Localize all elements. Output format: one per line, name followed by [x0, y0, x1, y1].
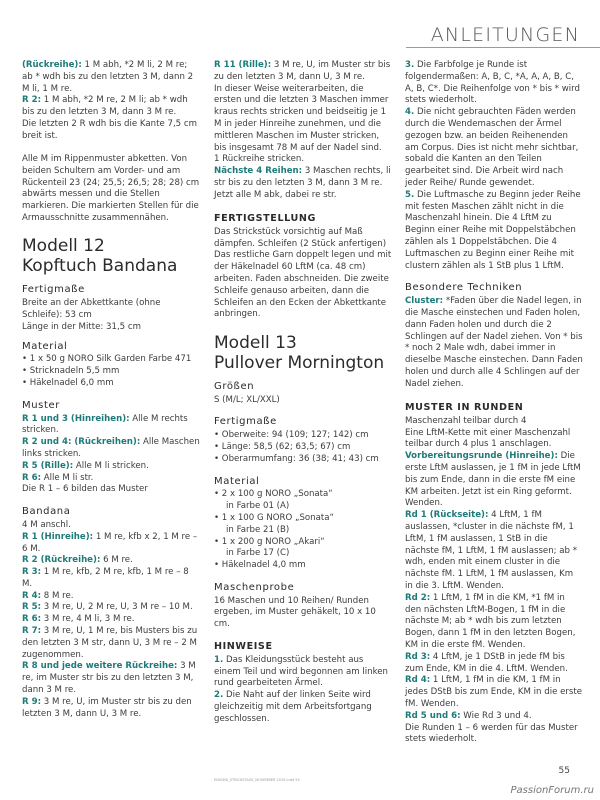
- model-heading: [214, 333, 392, 373]
- header-rule: [406, 47, 600, 48]
- page-number: 55: [558, 766, 570, 776]
- subheading: Besondere Techniken: [405, 282, 523, 294]
- subheading: Bandana: [22, 506, 71, 518]
- list-item: • Länge: 58,5 (62; 63,5; 67) cm: [214, 441, 351, 452]
- text-line: [22, 473, 200, 485]
- text-line: [22, 626, 200, 661]
- text-line: Jetzt alle M abk, dabei re str.: [214, 189, 337, 200]
- subheading: Größen: [214, 380, 255, 392]
- row-label: R 11 (Rille):: [214, 60, 272, 70]
- row-label: Cluster:: [405, 296, 444, 307]
- row-label: Nächste 4 Reihen:: [214, 166, 303, 177]
- subheading: FERTIGSTELLUNG: [214, 213, 317, 225]
- text-line: Breite an der Abkettkante (ohne Schleife): 53 cm: [22, 298, 161, 320]
- row-text: Die Luftmasche zu Beginn jeder Reihe mit festen Maschen zählt nicht in die Maschenzahl hinein. Die 4 LftM zu Beginn einer Reihe mit Doppelstäbchen zählen als 1 Doppelstäbchen. Die 4 Luftmaschen zu Beginn einer Reihe mit clustern zählen als 1 StB plus 1 LftM.: [405, 189, 581, 271]
- row-text: 3 M re, U, 1 M re, bis Musters bis zu den letzten 3 M str, dann U, 3 M re – 2 M zugenommen.: [22, 626, 198, 660]
- text-line: Das Strickstück vorsichtig auf Maß dämpfen. Schleifen (2 Stück anfertigen): [214, 226, 387, 249]
- row-text: Wie Rd 3 und 4.: [460, 710, 532, 721]
- row-text: 1 LftM, 1 fM in die KM, 1 fM in jedes DStB bis zum Ende, KM in die erste fM. Wenden.: [405, 675, 583, 709]
- text-line: [22, 697, 200, 721]
- list-item: • Häkelnadel 4,0 mm: [214, 560, 306, 571]
- list-item: • 1 x 200 g NORO „Akari“: [214, 536, 325, 547]
- text-line: [22, 661, 200, 696]
- text-line: Eine LftM-Kette mit einer Maschenzahl teilbar durch 4 plus 1 anschlagen.: [405, 427, 571, 450]
- text-line: 4 M anschl.: [22, 519, 71, 530]
- list-number: 4.: [405, 107, 415, 118]
- model-number: Modell 12: [22, 236, 105, 257]
- subheading: Muster: [22, 399, 60, 411]
- list-item-detail: in Farbe 17 (C): [226, 548, 290, 559]
- list-item: • 1 x 50 g NORO Silk Garden Farbe 471: [22, 354, 192, 365]
- row-label: Rd 5 und 6:: [405, 710, 461, 721]
- paragraph: Alle M im Rippenmuster abketten. Von beiden Schultern am Vorder- und am Rückenteil 23 (24; 25,5; 26,5; 28; 28) cm abwärts messen und die Stellen markieren. Die markierten Stellen für die Armausschnitte zusammennähen.: [22, 154, 200, 224]
- row-text: Alle Maschen links stricken.: [22, 437, 200, 459]
- text-line: [22, 591, 200, 603]
- subheading: Material: [22, 340, 68, 352]
- text-line: [22, 602, 200, 614]
- model-number: Modell 13: [214, 332, 297, 353]
- row-label: R 4:: [22, 590, 42, 601]
- text-line: [22, 532, 200, 556]
- paragraph: [22, 60, 200, 143]
- text-line: Die R 1 – 6 bilden das Muster: [22, 484, 148, 495]
- list-item-detail: in Farbe 21 (B): [226, 524, 290, 535]
- list-item: • 2 x 100 g NORO „Sonata“: [214, 489, 333, 500]
- subheading: Fertigmaße: [22, 284, 85, 296]
- text-line: [22, 437, 200, 461]
- subheading: HINWEISE: [214, 641, 273, 653]
- model-name: Pullover Mornington: [214, 352, 385, 373]
- paragraph: [405, 296, 583, 390]
- row-text: 3 M re, U, im Muster str bis zu den letzten 3 M, dann U, 3 M re.: [214, 60, 391, 82]
- row-text: Die erste LftM auslassen, je 1 fM in jede LftM bis zum Ende, dann in die erste fM eine KM arbeiten. Jetzt ist ein Ring geformt. Wenden.: [405, 451, 581, 509]
- row-text: 3 Maschen rechts, li str bis zu den letzten 3 M, dann 3 M re.: [214, 166, 391, 188]
- row-text: 1 LftM, 1 fM in die KM, *1 fM in den nächsten LftM-Bogen, 1 fM in die nächste M; ab * wdh bis zum letzten Bogen, dann 1 fM in den letzten Bogen, KM in die erste fM. Wenden.: [405, 592, 576, 650]
- row-label: R 6:: [22, 614, 42, 625]
- subheading: Fertigmaße: [214, 416, 277, 428]
- row-label: R 3:: [22, 567, 42, 578]
- text-line: Länge in der Mitte: 31,5 cm: [22, 321, 141, 332]
- text-line: [22, 555, 200, 567]
- row-label: R 2 (Rückreihe):: [22, 555, 101, 566]
- list-number: 5.: [405, 189, 415, 200]
- row-label: Vorbereitungsrunde (Hinreihe):: [405, 451, 558, 462]
- row-text: 4 LftM, 1 fM auslassen, *cluster in die nächste fM, 1 LftM, 1 fM auslassen, 1 StB in die nächste fM, 1 LftM, 1 fM auslassen; ab * wdh, enden mit einem cluster in die nächste fM. 1 LftM, 1 fM auslassen, Km in die 3. LftM. Wenden.: [405, 510, 578, 591]
- model-name: Kopftuch Bandana: [22, 256, 178, 277]
- row-text: 3 M re, U, 2 M re, U, 3 M re – 10 M.: [41, 602, 193, 613]
- text-line: [22, 567, 200, 591]
- list-item: • Oberarmumfang: 36 (38; 41; 43) cm: [214, 453, 379, 464]
- row-text: 1 M re, kfb, 2 M re, kfb, 1 M re – 8 M.: [22, 567, 189, 589]
- row-text: 4 LftM, je 1 DStB in jede fM bis zum Ende, KM in die 4. LftM. Wenden.: [405, 651, 568, 674]
- row-label: Rd 3:: [405, 651, 431, 662]
- text-line: [214, 690, 392, 725]
- text-line: [22, 461, 200, 473]
- row-text: 8 M re.: [41, 590, 74, 601]
- text-line: [214, 60, 392, 84]
- row-label: Rd 4:: [405, 675, 431, 686]
- row-label: R 6:: [22, 472, 42, 483]
- text-line: [405, 190, 583, 273]
- column-3: [405, 60, 583, 746]
- row-text: Die Farbfolge je Runde ist folgendermaßen: A, B, C, *A, A, A, B, C, A, B, C*. Die Reihenfolge von * bis * wird stets wiederholt.: [405, 60, 580, 106]
- row-text: 1 M abh, *2 M re, 2 M li; ab * wdh bis zu den letzten 3 M, dann 3 M re.: [22, 95, 188, 118]
- text-line: [22, 614, 200, 626]
- row-text: 6 M re.: [100, 555, 133, 566]
- row-label: R 1 (Hinreihe):: [22, 531, 94, 542]
- list-number: 2.: [214, 690, 224, 701]
- row-label: (Rückreihe):: [22, 60, 82, 70]
- paragraph: Das restliche Garn doppelt legen und mit der Häkelnadel 60 LftM (ca. 48 cm) arbeiten. Faden abschneiden. Die zweite Schleife genauso arbeiten, dann die Schleifen an den Ecken der Abkettkante anbringen.: [214, 250, 392, 320]
- text-line: S (M/L; XL/XXL): [214, 394, 280, 405]
- row-label: R 8 und jede weitere Rückreihe:: [22, 661, 178, 672]
- text-line: [214, 655, 392, 690]
- row-text: Alle M li stricken.: [73, 460, 149, 471]
- text-line: Maschenzahl teilbar durch 4: [405, 415, 527, 426]
- row-text: 3 M re, U, im Muster str bis zu den letzten 3 M, dann U, 3 M re.: [22, 696, 192, 719]
- subheading: Maschenprobe: [214, 581, 295, 593]
- text-line: [405, 711, 583, 723]
- row-label: Rd 2:: [405, 592, 431, 603]
- paragraph: 16 Maschen und 10 Reihen/ Runden ergeben, im Muster gehäkelt, 10 x 10 cm.: [214, 595, 376, 630]
- row-label: R 5:: [22, 602, 42, 613]
- list-item-detail: in Farbe 01 (A): [226, 501, 290, 512]
- row-text: Alle M rechts stricken.: [22, 413, 188, 436]
- row-label: Rd 1 (Rückseite):: [405, 510, 489, 521]
- row-text: Die letzten 2 R wdh bis die Kante 7,5 cm breit ist.: [22, 118, 197, 141]
- row-text: *Faden über die Nadel legen, in die Masche einstechen und Faden holen, dann Faden holen und durch die 2 Schlingen auf der Nadel ziehen. Von * bis * noch 2 Male wdh, dabei immer in dieselbe Masche einstechen. Dann Faden holen und durch alle 4 Schlingen auf der Nadel ziehen.: [405, 296, 583, 389]
- subheading: Material: [214, 475, 260, 487]
- list-item: • Stricknadeln 5,5 mm: [22, 366, 120, 377]
- text-line: [405, 60, 583, 107]
- list-item: • Häkelnadel 6,0 mm: [22, 377, 114, 388]
- watermark: PassionForum.ru: [510, 785, 594, 796]
- text-line: [405, 107, 583, 190]
- row-text: Die nicht gebrauchten Fäden werden durch die Wendemaschen der Ärmel gezogen bzw. an beiden Reihenenden am Corpus. Dies ist nicht mehr sichtbar, sobald die Kanten an den Teilen gearbeitet sind. Die Arbeit wird nach jeder Reihe/ Runde gewendet.: [405, 107, 579, 188]
- text-line: Die Runden 1 – 6 werden für das Muster stets wiederholt.: [405, 722, 578, 745]
- row-label: R 2:: [22, 95, 42, 106]
- text-line: [214, 166, 392, 190]
- text-line: [405, 593, 583, 652]
- row-label: R 2 und 4: (Rückreihen):: [22, 437, 141, 448]
- list-number: 1.: [214, 654, 224, 665]
- column-2: [214, 60, 392, 726]
- row-text: Die Naht auf der linken Seite wird gleichzeitig mit dem Arbeitsfortgang geschlossen.: [214, 690, 372, 724]
- print-footer: ENIGMA_STRICKSTAGE_NOVEMBER 2019.indd 55: [214, 778, 300, 782]
- row-label: R 9:: [22, 696, 42, 707]
- text-line: [405, 652, 583, 676]
- row-text: 1 M re, kfb x 2, 1 M re – 6 M.: [22, 531, 198, 554]
- subheading: MUSTER IN RUNDEN: [405, 402, 524, 414]
- text-line: 1 Rückreihe stricken.: [214, 154, 305, 165]
- row-text: 3 M re, 4 M li, 3 M re.: [41, 614, 135, 625]
- row-label: R 7:: [22, 626, 42, 637]
- model-heading: [22, 236, 200, 276]
- row-text: 1 M abh, *2 M li, 2 M re; ab * wdh bis zu den letzten 3 M, dann 2 M li, 1 M re.: [22, 60, 194, 94]
- list-item: • Oberweite: 94 (109; 127; 142) cm: [214, 430, 369, 441]
- column-1: [22, 60, 200, 720]
- row-text: Das Kleidungsstück besteht aus einem Teil und wird begonnen am linken rund gearbeiteten Ärmel.: [214, 654, 388, 689]
- section-title: ANLEITUNGEN: [430, 24, 580, 46]
- row-text: 3 M re, im Muster str bis zu den letzten 3 M, dann 3 M re.: [22, 661, 196, 696]
- row-label: R 1 und 3 (Hinreihen):: [22, 413, 130, 424]
- text-line: [405, 675, 583, 710]
- text-line: [22, 414, 200, 438]
- row-label: R 5 (Rille):: [22, 460, 74, 471]
- row-text: Alle M li str.: [41, 472, 94, 483]
- list-number: 3.: [405, 60, 415, 70]
- paragraph: In dieser Weise weiterarbeiten, die ersten und die letzten 3 Maschen immer kraus rechts stricken und beidseitig je 1 M in jeder Hinreihe zunehmen, und die mittleren Maschen im Muster stricken, bis insgesamt 78 M auf der Nadel sind.: [214, 83, 389, 153]
- list-item: • 1 x 100 G NORO „Sonata“: [214, 512, 334, 523]
- text-line: [405, 510, 583, 593]
- text-line: [405, 451, 583, 510]
